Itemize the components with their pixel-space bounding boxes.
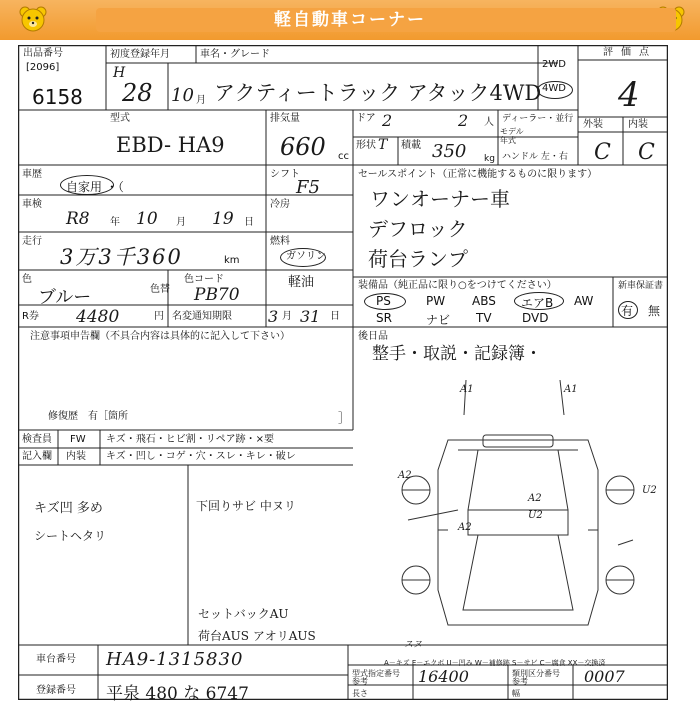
score-value: 4 <box>618 75 640 115</box>
color-value: ブルー <box>38 287 92 308</box>
repair-bracket: ］ <box>338 411 351 425</box>
sales-label: セールスポイント（正常に機能するものに限ります） <box>358 169 598 180</box>
first-reg-label: 初度登録年月 <box>110 49 170 60</box>
capacity-value: 2 <box>458 111 469 130</box>
month-unit: 月 <box>196 95 206 106</box>
insp-month: 10 <box>136 209 158 229</box>
notes-label: 注意事項申告欄（不具合内容は具体的に記入して下さい） <box>30 331 290 342</box>
equip-sr: SR <box>376 311 392 325</box>
chassis-label: 車台番号 <box>36 654 76 665</box>
insp-month-unit: 月 <box>176 217 186 228</box>
drive-4wd: 4WD <box>542 83 566 94</box>
equip-tv: TV <box>476 311 492 325</box>
equip-airbag: エアB <box>521 296 554 310</box>
era-value: H <box>113 65 126 81</box>
exterior-label: 外装 <box>583 119 603 130</box>
ref-2: 参考 <box>512 677 528 686</box>
page-title: 軽自動車コーナー <box>274 10 426 30</box>
ref-1: 参考 <box>352 677 368 686</box>
color-change-label: 色替 <box>150 284 170 295</box>
auction-sheet <box>18 45 668 704</box>
reg-month-value: 10 <box>171 85 194 106</box>
equip-pw: PW <box>426 294 446 308</box>
diag-mark-5: U2 <box>528 510 543 521</box>
fuel-diesel: 軽油 <box>288 275 315 290</box>
remark-1: キズ凹 多め <box>34 501 103 516</box>
inspector-label: 検査員 <box>22 434 52 445</box>
remark-3: 下回りサビ 中ヌリ <box>196 499 296 513</box>
mileage-label: 走行 <box>22 236 42 247</box>
repair-label: 修復歴 有［箇所 <box>48 411 128 422</box>
diag-mark-4: A2 <box>528 493 542 504</box>
color-code-value: PB70 <box>194 285 240 305</box>
exterior-value: C <box>594 140 611 165</box>
entry-label: 記入欄 <box>22 451 52 462</box>
namechange-day: 31 <box>300 307 321 326</box>
color-code-label: 色コード <box>184 274 224 285</box>
inspector-fw: FW <box>70 434 86 445</box>
class-value: 0007 <box>584 667 625 686</box>
insp-era: R8 <box>66 209 90 229</box>
diag-mark-6: A2 <box>458 522 472 533</box>
shift-value: F5 <box>296 177 320 198</box>
fuel-gasoline: ガソリン <box>286 251 326 262</box>
remark-2: シートヘタリ <box>34 529 107 543</box>
capacity-unit: 人 <box>484 117 494 128</box>
mileage-value: 3万3千360 <box>60 245 183 269</box>
equip-abs: ABS <box>472 294 496 308</box>
recycle-value: 4480 <box>76 307 120 327</box>
class-label: 類別区分番号 <box>512 669 560 678</box>
disp-label: 排気量 <box>270 113 300 124</box>
lot-number: 6158 <box>32 85 83 109</box>
chassis-value: HA9-1315830 <box>106 649 244 670</box>
diag-mark-3: A2 <box>398 470 412 481</box>
year-unit: 年 <box>110 217 120 228</box>
type-label: 型式 <box>110 113 130 124</box>
spec-label: 型式指定番号 <box>352 669 400 678</box>
diag-mark-1: A1 <box>460 384 474 395</box>
entry-items: キズ・凹し・コゲ・穴・スレ・キレ・破レ <box>106 451 296 462</box>
sales-point-3: 荷台ランプ <box>368 247 468 271</box>
remark-5: 荷台AUS アオリAUS <box>198 629 316 643</box>
diag-mark-8: スヌ <box>404 640 423 650</box>
handle-label: ハンドル 左・右 <box>502 152 568 162</box>
warranty-label: 新車保証書 <box>618 281 664 291</box>
usage-value: 自家用 ・（ <box>66 180 124 194</box>
namechange-month: 3 <box>268 307 279 326</box>
car-damage-diagram <box>388 380 648 635</box>
shift-label: シフト <box>270 169 300 180</box>
equip-ps: PS <box>376 294 391 308</box>
namechange-month-unit: 月 <box>282 311 292 322</box>
drive-2wd: 2WD <box>542 59 566 70</box>
reg-year-value: 28 <box>122 79 153 107</box>
diag-mark-7: U2 <box>642 485 657 496</box>
sales-point-1: ワンオーナー車 <box>370 187 510 211</box>
lot-sub: [2096] <box>26 62 60 73</box>
interior-value: C <box>638 140 655 165</box>
score-label: 評価点 <box>603 47 657 58</box>
entry-interior: 内装 <box>66 451 86 462</box>
door-label: ドア <box>356 113 376 124</box>
namechange-label: 名変通知期限 <box>172 311 232 322</box>
insp-day: 19 <box>212 209 234 229</box>
day-unit: 日 <box>244 217 254 228</box>
disp-unit: cc <box>338 151 349 162</box>
equip-dvd: DVD <box>522 311 549 325</box>
lot-label: 出品番号 <box>23 48 63 59</box>
inspection-label: 車検 <box>22 199 42 210</box>
row-extra-1: 長さ <box>352 689 368 698</box>
interior-label: 内装 <box>628 119 648 130</box>
damage-legend: A－キズ E－エクボ U－凹み W－補修跡 S－サビ C－腐食 XX－交換済 <box>384 659 606 667</box>
km-unit: km <box>224 255 240 266</box>
usage-label: 車歴 <box>22 169 42 180</box>
after-value: 整手・取説・記録簿・ <box>372 344 542 364</box>
after-label: 後日品 <box>358 331 388 342</box>
shape-label: 形状 <box>356 140 376 151</box>
model-name-label: 車名・グレード <box>200 49 270 60</box>
dealer-label: ディーラー・並行 <box>502 114 574 124</box>
door-value: 2 <box>382 111 393 130</box>
aircon-label: 冷房 <box>270 199 290 210</box>
inspector-items: キズ・飛石・ヒビ割・リペア跡・×要 <box>106 434 274 445</box>
namechange-day-unit: 日 <box>330 311 340 322</box>
load-label: 積載 <box>401 140 421 151</box>
shape-value: T <box>378 137 388 153</box>
warranty-yes: 有 <box>621 304 634 318</box>
reg-no-value: 平泉 480 な 6747 <box>106 684 249 704</box>
color-label: 色 <box>22 274 32 285</box>
equip-label: 装備品（純正品に限り○をつけてください） <box>358 280 557 291</box>
spec-value: 16400 <box>418 667 469 686</box>
recycle-label: R券 <box>22 311 39 322</box>
disp-value: 660 <box>280 133 326 161</box>
load-value: 350 <box>432 141 467 162</box>
warranty-no: 無 <box>648 304 661 318</box>
recycle-unit: 円 <box>154 311 164 322</box>
model-name-value: アクティートラック アタック4WD <box>214 81 542 105</box>
remark-4: セットバックAU <box>198 607 289 621</box>
type-value: EBD- HA9 <box>116 133 225 157</box>
diag-mark-2: A1 <box>564 384 578 395</box>
equip-aw: AW <box>574 294 594 308</box>
load-unit: kg <box>484 154 495 164</box>
row-extra-2: 幅 <box>512 689 520 698</box>
model-year-label: モデル年式 <box>500 127 524 145</box>
fuel-label: 燃料 <box>270 236 290 247</box>
sales-point-2: デフロック <box>368 217 468 241</box>
equip-navi: ナビ <box>426 313 451 327</box>
reg-no-label: 登録番号 <box>36 685 76 696</box>
